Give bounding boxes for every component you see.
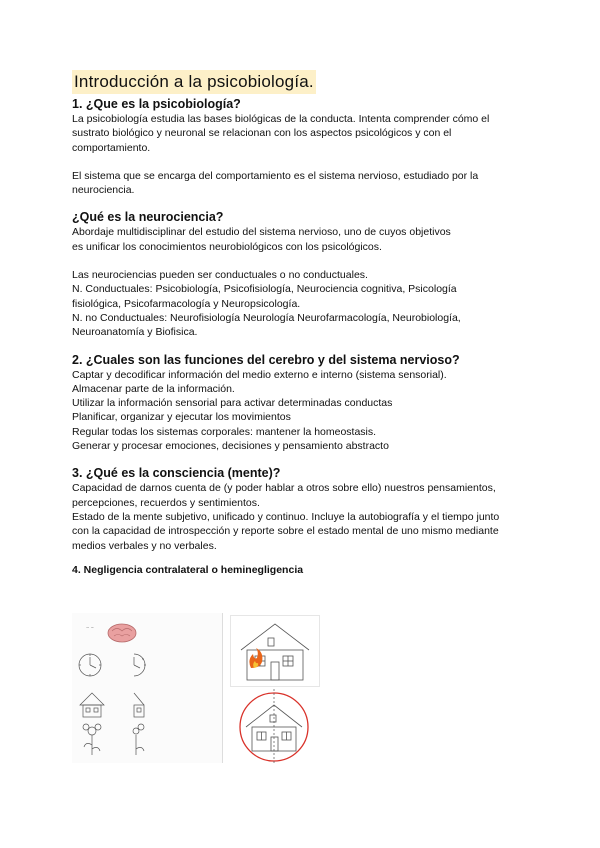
paragraph: es unificar los conocimientos neurobiológicos con los psicológicos. — [72, 240, 382, 253]
house-model-icon — [80, 693, 104, 717]
clock-patient-copy-icon — [134, 654, 146, 676]
document-body — [72, 70, 532, 577]
paragraph: percepciones, recuerdos y sentimientos. — [72, 496, 260, 509]
paragraph: La psicobiología estudia las bases biológicas de la conducta. Intenta comprender cómo el — [72, 113, 490, 125]
section-heading-psicobiologia: 1. ¿Que es la psicobiología? — [72, 97, 241, 111]
section-heading-consciencia: 3. ¿Qué es la consciencia (mente)? — [72, 466, 281, 481]
paragraph: Neuroanatomía y Biofisica. — [72, 326, 198, 339]
svg-text:~ ~: ~ ~ — [86, 625, 94, 630]
list-line: Generar y procesar emociones, decisiones y pensamiento abstracto — [72, 440, 389, 453]
paragraph: El sistema que se encarga del comportamiento es el sistema nervioso, estudiado por la — [72, 169, 479, 182]
paragraph: fisiológica, Psicofarmacología y Neuropsicología. — [72, 297, 301, 310]
burning-house-illustration — [231, 616, 319, 686]
list-line: Utilizar la información sensorial para activar determinadas conductas — [72, 397, 393, 410]
paragraph: Estado de la mente subjetivo, unificado y continuo. Incluye la autobiografía y el tiempo junto — [72, 510, 500, 523]
list-line: Captar y decodificar información del medio externo e interno (sistema sensorial). — [72, 368, 447, 381]
patient-drawings-illustration — [72, 613, 222, 763]
house-icon — [241, 624, 309, 680]
section-heading-neurociencia: ¿Qué es la neurociencia? — [72, 210, 224, 225]
house-with-circle-panel — [230, 689, 318, 763]
spacer — [72, 197, 532, 209]
paragraph: N. Conductuales: Psicobiología, Psicofisiología, Neurociencia cognitiva, Psicología — [72, 283, 457, 296]
flower-patient-copy-icon — [133, 724, 144, 755]
heminegligencia-figure — [72, 613, 318, 763]
section-heading-funciones: 2. ¿Cuales son las funciones del cerebro y del sistema nervioso? — [72, 352, 460, 367]
house-icon — [246, 705, 302, 751]
paragraph: comportamiento. — [72, 141, 151, 154]
paragraph: Abordaje multidisciplinar del estudio del sistema nervioso, uno de cuyos objetivos — [72, 226, 451, 239]
spacer — [72, 453, 532, 465]
house-patient-copy-icon — [134, 693, 144, 717]
paragraph: medios verbales y no verbales. — [72, 539, 217, 552]
burning-house-panel — [230, 615, 320, 687]
spacer — [72, 340, 532, 352]
house-circle-illustration — [230, 689, 318, 763]
paragraph: Las neurociencias pueden ser conductuales o no conductuales. — [72, 269, 368, 282]
fire-icon — [249, 648, 262, 668]
section-heading-negligencia: 4. Negligencia contralateral o heminegligencia — [72, 563, 304, 576]
brain-icon — [108, 624, 136, 642]
paragraph: con la capacidad de introspección y reporte sobre el estado mental de uno mismo mediante — [72, 525, 499, 538]
paragraph: N. no Conductuales: Neurofisiología Neurología Neurofarmacología, Neurobiología, — [72, 311, 461, 324]
patient-drawings-panel — [72, 613, 223, 763]
clock-model-icon — [79, 654, 101, 676]
spacer — [72, 254, 532, 268]
spacer — [72, 553, 532, 563]
paragraph: Capacidad de darnos cuenta de (y poder hablar a otros sobre ello) nuestros pensamientos, — [72, 482, 496, 495]
list-line: Planificar, organizar y ejecutar los movimientos — [72, 411, 291, 424]
flower-model-icon — [83, 724, 101, 755]
paragraph: sustrato biológico y neuronal se relacionan con los aspectos psicológicos y con el — [72, 127, 452, 140]
paragraph: neurociencia. — [72, 184, 135, 197]
list-line: Regular todas los sistemas corporales: mantener la homeostasis. — [72, 425, 377, 438]
list-line: Almacenar parte de la información. — [72, 382, 235, 395]
spacer — [72, 155, 532, 169]
page-title: Introducción a la psicobiología. — [72, 70, 316, 94]
